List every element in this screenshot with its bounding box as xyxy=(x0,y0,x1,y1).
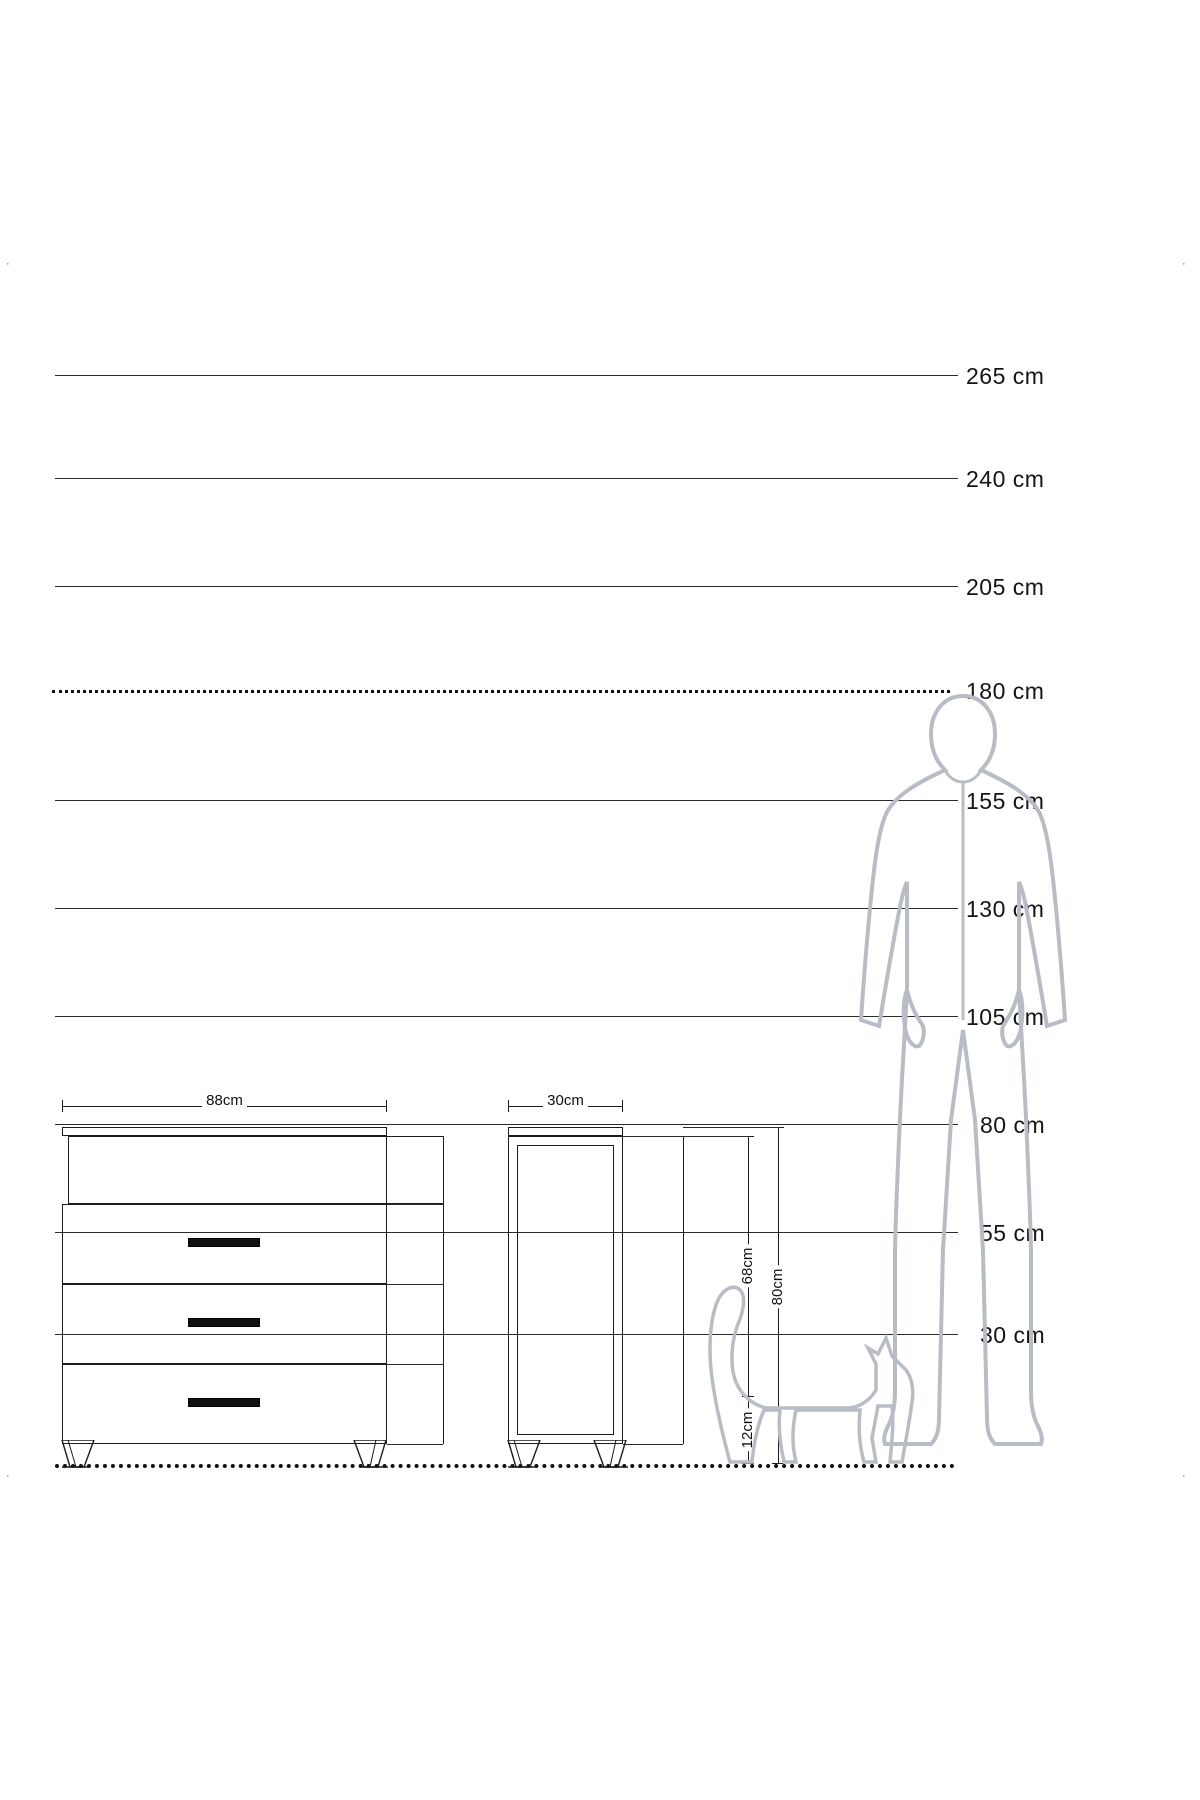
guide-line-130 xyxy=(55,908,940,909)
guide-label-55: 55 cm xyxy=(980,1220,1046,1246)
guide-line-205 xyxy=(55,586,940,587)
guide-line-105 xyxy=(55,1016,940,1017)
guide-label-30: 30 cm xyxy=(980,1322,1046,1348)
guide-line-180 xyxy=(52,690,950,693)
cabinet-top-plate xyxy=(508,1127,623,1136)
cabinet-depth-line-top xyxy=(623,1136,683,1137)
cat-silhouette xyxy=(700,1278,945,1468)
guide-label-105: 105 cm xyxy=(966,1004,1045,1030)
guide-label-240: 240 cm xyxy=(966,466,1045,492)
dimension-cabinet-width xyxy=(508,1092,623,1112)
guide-label-205: 205 cm xyxy=(966,574,1045,600)
cabinet-leg-left xyxy=(506,1440,566,1468)
registration-tick-top-left: · xyxy=(6,258,10,270)
guide-line-155 xyxy=(55,800,940,801)
dimension-dresser-width-label: 88cm xyxy=(202,1092,247,1109)
dimension-dresser-width xyxy=(62,1092,387,1112)
dresser-drawer-2-handle[interactable] xyxy=(188,1318,260,1327)
dresser-depth-line-2 xyxy=(387,1284,443,1285)
witness-line-top-plate xyxy=(683,1127,781,1128)
cabinet-back-edge xyxy=(683,1136,684,1444)
dimension-cabinet-body-height-label: 68cm xyxy=(739,1245,756,1288)
dimension-cabinet-width-label: 30cm xyxy=(543,1092,588,1109)
guide-line-80 xyxy=(55,1124,940,1125)
cabinet-leg-right xyxy=(570,1440,650,1468)
dresser-top-plate xyxy=(62,1127,387,1136)
guide-line-265 xyxy=(55,375,940,376)
guide-tick-265 xyxy=(940,375,958,376)
dresser-leg-right xyxy=(330,1440,410,1468)
guide-tick-240 xyxy=(940,478,958,479)
dresser-drawer-1-handle[interactable] xyxy=(188,1238,260,1247)
dimension-cabinet-total-height-label: 80cm xyxy=(769,1266,786,1309)
guide-label-180: 180 cm xyxy=(966,678,1045,704)
dresser-drawer-3-handle[interactable] xyxy=(188,1398,260,1407)
guide-label-265: 265 cm xyxy=(966,363,1045,389)
dimension-leg-height-label: 12cm xyxy=(739,1409,756,1452)
guide-label-155: 155 cm xyxy=(966,788,1045,814)
dresser-back-edge xyxy=(443,1136,444,1444)
dresser-depth-line-1 xyxy=(387,1204,443,1205)
dresser-depth-line-3 xyxy=(387,1364,443,1365)
guide-tick-205 xyxy=(940,586,958,587)
cabinet-door[interactable] xyxy=(517,1145,614,1435)
dresser-open-shelf-front xyxy=(68,1136,387,1204)
registration-tick-bottom-left: · xyxy=(6,1470,10,1482)
witness-line-top xyxy=(683,1136,751,1137)
registration-tick-bottom-right: · xyxy=(1182,1470,1186,1482)
registration-tick-top-right: · xyxy=(1182,258,1186,270)
guide-line-240 xyxy=(55,478,940,479)
guide-label-80: 80 cm xyxy=(980,1112,1046,1138)
guide-label-130: 130 cm xyxy=(966,896,1045,922)
dresser-leg-left xyxy=(60,1440,120,1468)
